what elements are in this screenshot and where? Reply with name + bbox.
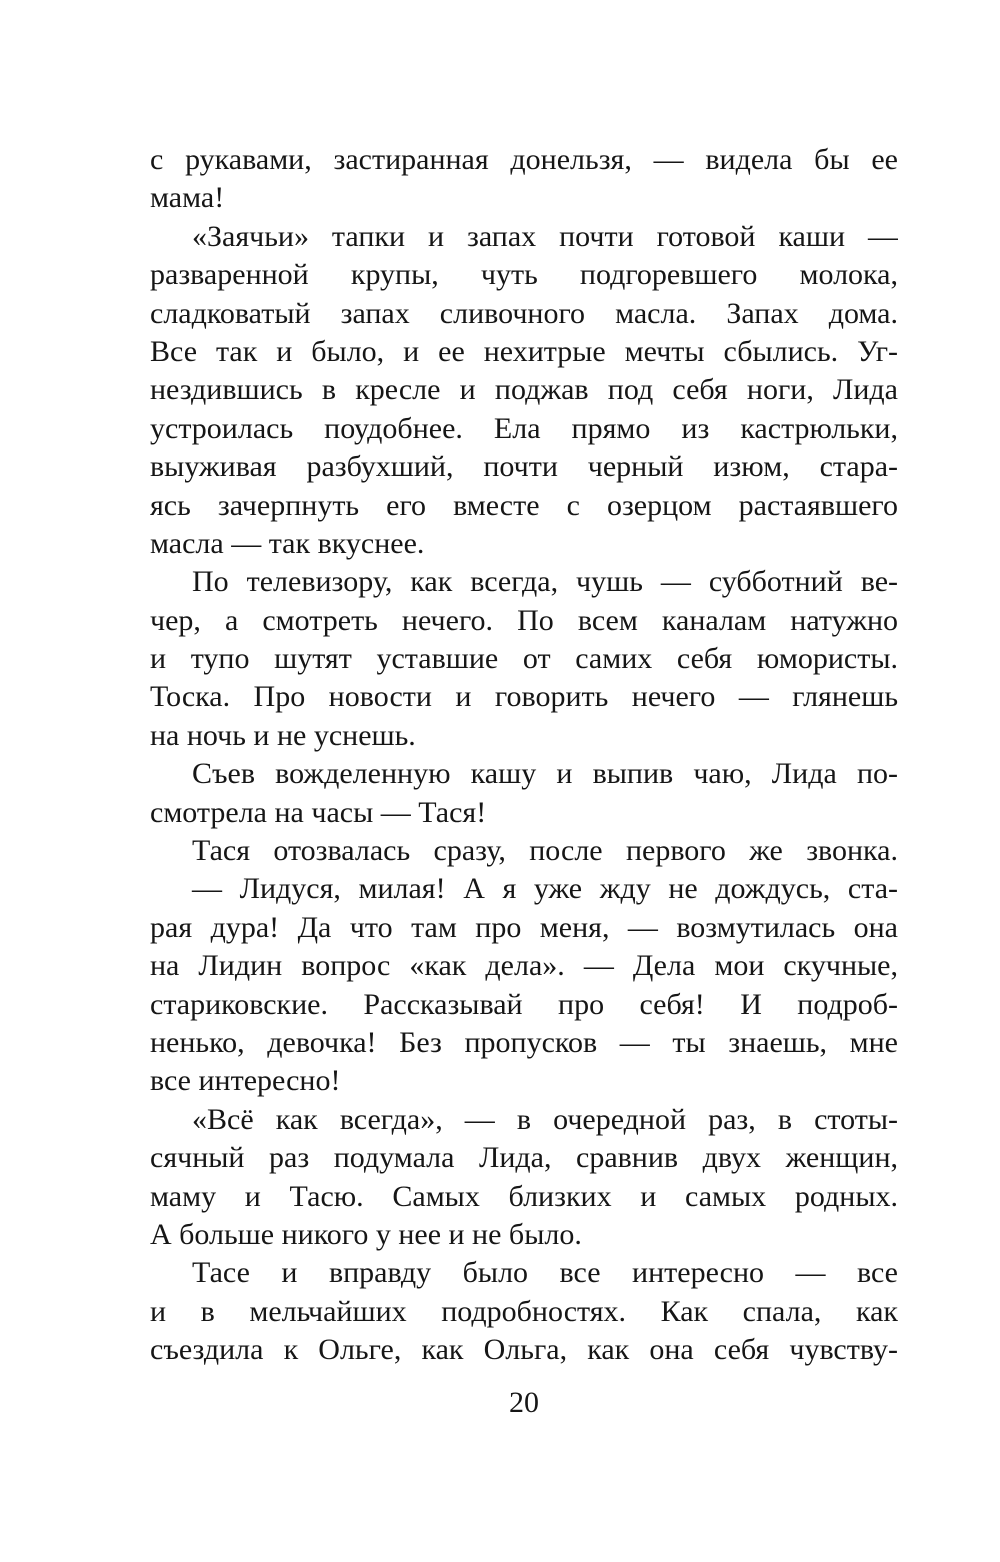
text-line: сладковатый запах сливочного масла. Запах дома. xyxy=(150,296,898,330)
paragraph xyxy=(150,755,898,832)
text-line: Все так и было, и ее нехитрые мечты сбылись. Уг- xyxy=(150,334,898,368)
text-line: стариковские. Рассказывай про себя! И подроб- xyxy=(150,987,898,1021)
paragraph xyxy=(150,1101,898,1255)
text-line: на Лидин вопрос «как дела». — Дела мои скучные, xyxy=(150,949,898,983)
text-line: и тупо шутят уставшие от самих себя юмористы. xyxy=(150,642,898,676)
text-line: А больше никого у нее и не было. xyxy=(150,1217,582,1251)
text-line: Тоска. Про новости и говорить нечего — глянешь xyxy=(150,680,898,714)
text-line: с рукавами, застиранная донельзя, — видела бы ее xyxy=(150,143,898,176)
text-line: — Лидуся, милая! А я уже жду не дождусь, ста- xyxy=(192,872,898,906)
paragraph xyxy=(150,141,898,218)
text-line: рая дура! Да что там про меня, — возмутилась она xyxy=(150,910,898,944)
page-text xyxy=(150,141,898,1370)
paragraph xyxy=(150,870,898,1100)
text-line: Тася отозвалась сразу, после первого же звонка. xyxy=(192,834,898,868)
text-line: ненько, девочка! Без пропусков — ты знаешь, мне xyxy=(150,1025,898,1059)
paragraph xyxy=(150,832,898,870)
text-line: сячный раз подумала Лида, сравнив двух женщин, xyxy=(150,1141,898,1175)
text-line: устроилась поудобнее. Ела прямо из кастрюльки, xyxy=(150,411,898,445)
text-line: чер, а смотреть нечего. По всем каналам натужно xyxy=(150,603,898,637)
text-line: «Всё как всегда», — в очередной раз, в стоты- xyxy=(192,1102,898,1136)
text-line: съездила к Ольге, как Ольга, как она себя чувству- xyxy=(150,1333,898,1367)
text-line: и в мельчайших подробностях. Как спала, как xyxy=(150,1294,898,1328)
text-line: выуживая разбухший, почти черный изюм, стара- xyxy=(150,450,898,484)
text-line: По телевизору, как всегда, чушь — субботний ве- xyxy=(192,565,898,599)
paragraph xyxy=(150,563,898,755)
text-line: масла — так вкуснее. xyxy=(150,526,425,560)
text-line: смотрела на часы — Тася! xyxy=(150,795,487,829)
text-line: ясь зачерпнуть его вместе с озерцом растаявшего xyxy=(150,488,898,522)
text-line: Тасе и вправду было все интересно — все xyxy=(192,1256,898,1290)
text-line: все интересно! xyxy=(150,1064,341,1098)
text-line: Съев вожделенную кашу и выпив чаю, Лида по- xyxy=(192,757,898,791)
paragraph xyxy=(150,1254,898,1369)
text-line: на ночь и не уснешь. xyxy=(150,718,416,752)
page-number: 20 xyxy=(509,1386,539,1419)
paragraph xyxy=(150,218,898,564)
text-line: «Заячьи» тапки и запах почти готовой каши — xyxy=(192,219,898,253)
text-line: мама! xyxy=(150,181,225,215)
text-line: маму и Тасю. Самых близких и самых родных. xyxy=(150,1179,898,1213)
text-line: нездившись в кресле и поджав под себя ноги, Лида xyxy=(150,373,898,407)
text-line: разваренной крупы, чуть подгоревшего молока, xyxy=(150,258,898,292)
